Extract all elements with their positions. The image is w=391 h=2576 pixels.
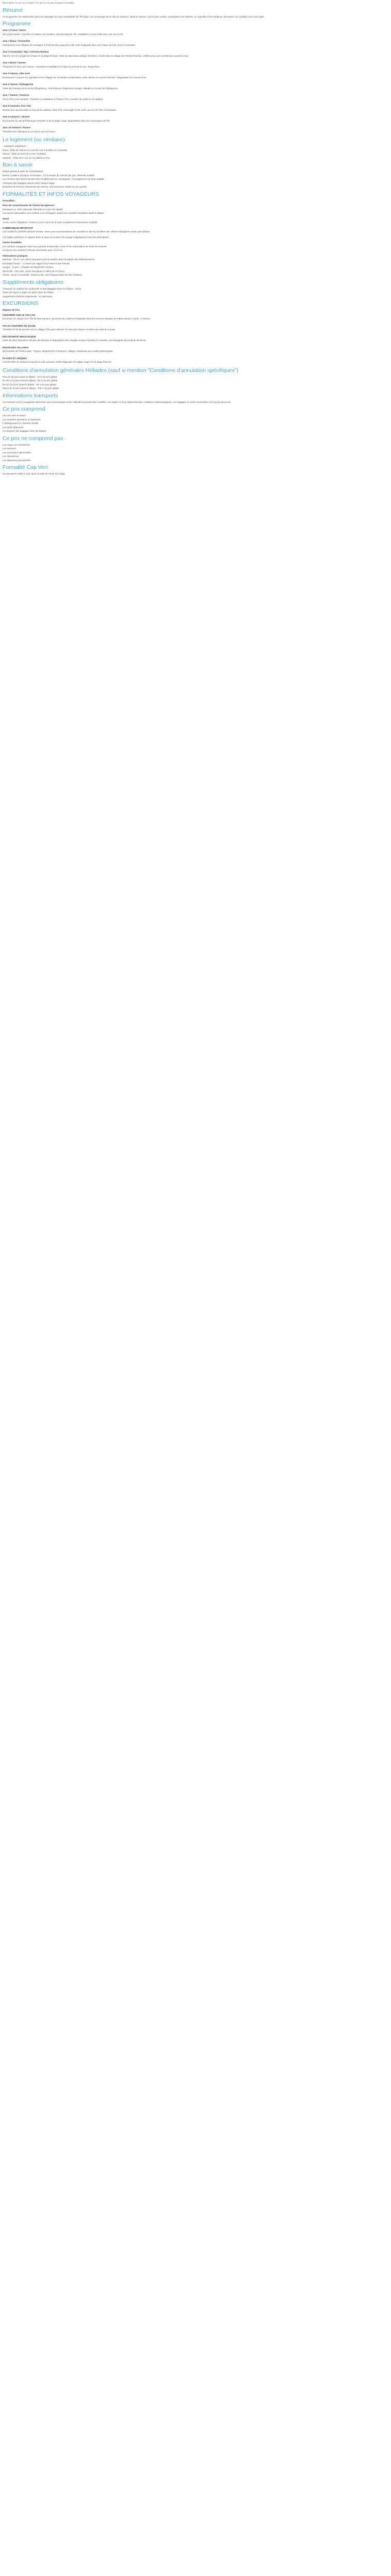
day-head: Jour 10 Santorin / France bbox=[3, 126, 31, 129]
excursion-item bbox=[3, 357, 383, 364]
tab-links[interactable]: Description Ce qui est compris? Ce qui ne est pas compris Formalités bbox=[3, 2, 75, 4]
pratiques-item: Décalage horaire : +1 heure par rapport à la France toute l'année. bbox=[3, 262, 71, 265]
excursions-section bbox=[3, 300, 383, 364]
day-head: Jour 6 Samos / Pythagorion bbox=[3, 83, 34, 86]
condition-item: De 20 à 8 jours avant le départ : 50 % du prix global. bbox=[3, 383, 57, 386]
day-7 bbox=[3, 93, 383, 101]
resume-title: Résumé bbox=[3, 7, 23, 13]
formalites-section bbox=[3, 191, 383, 277]
important-head: COMMUNIQUÉ IMPORTANT bbox=[3, 226, 34, 229]
pratiques-item: Électricité : 220 volts, prises identiques à celles de la France. bbox=[3, 269, 66, 273]
ne-comprend-item: Les boissons bbox=[3, 447, 17, 450]
day-9 bbox=[3, 115, 383, 123]
excursions-sub: Départs de Fira bbox=[3, 309, 20, 311]
pratiques-head: Informations pratiques bbox=[3, 254, 28, 257]
supplement-item: Taxes de séjour à régler sur place dans les hôtels. bbox=[3, 291, 55, 294]
condition-item: Plus de 30 jours avant le départ : 10 % du prix global. bbox=[3, 375, 58, 378]
logement-section bbox=[3, 137, 383, 160]
excursion-head: DÉCOUVERTE ŒNOLOGIQUE bbox=[3, 335, 36, 338]
day-text: Vol ou ferry vers Santorin. Transfert et installation à l'hôtel à Fira. Coucher de soleil sur la caldeira. bbox=[3, 97, 104, 100]
logement-item: Santorin : hôtel avec vue sur la caldeira à Fira bbox=[3, 156, 50, 159]
day-head: Jour 3 Armenistis / Nas / Christos Raches bbox=[3, 50, 49, 53]
logement-title: Le logement (ou similaire) bbox=[3, 137, 65, 143]
supplements-title: Suppléments obligatoires bbox=[3, 279, 63, 285]
ne-comprend-item: Les repas non mentionnés bbox=[3, 443, 30, 446]
ne-comprend-title: Ce prix ne comprend pas bbox=[3, 435, 63, 442]
day-head: Jour 7 Samos / Santorin bbox=[3, 94, 29, 96]
document-page bbox=[0, 0, 386, 482]
day-text: Visite de l'Heraion et du tunnel d'Eupalinos, chef-d'œuvre d'ingénierie antique. Balade sur le port de Pythagorion. bbox=[3, 87, 119, 90]
conditions-title: Conditions d'annulation générales Héliades (sauf si mention "Conditions d'annulation spécifiques") bbox=[3, 367, 238, 374]
supplement-item: Supplément chambre individuelle : sur demande. bbox=[3, 295, 53, 298]
day-8 bbox=[3, 104, 383, 112]
excursion-text: Transfert en fin de journée vers le village d'Oia pour admirer l'un des plus beaux couchers de soleil du monde. bbox=[3, 328, 116, 331]
excursion-item bbox=[3, 335, 383, 343]
comprend-item: Les vols aller et retour bbox=[3, 414, 26, 417]
day-head: Jour 9 Santorin / Akrotiri bbox=[3, 115, 30, 118]
bon-item: Emportez de bonnes chaussures de marche, une protection solaire et une gourde. bbox=[3, 185, 88, 188]
day-head: Jour 4 Ikaria / Samos bbox=[3, 61, 26, 64]
excursion-item bbox=[3, 313, 383, 321]
bon-section bbox=[3, 162, 383, 189]
excursion-text: Excursion en caïque vers l'îlot de Nea Kameni, ascension du cratère et baignade dans les sources chaudes de Palea Kameni. Durée : 6 heures. bbox=[3, 317, 151, 320]
comprend-item: L'hébergement en chambre double bbox=[3, 422, 39, 425]
excursion-text: Découverte de l'arrière-pays : Pyrgos, Megalochori et Emporio, villages médiévaux aux ruelles pittoresques. bbox=[3, 350, 113, 352]
day-1 bbox=[3, 28, 383, 36]
excursion-head: CROISIÈRE SUR LE VOLCAN bbox=[3, 313, 35, 316]
day-text: Randonnée à travers les vignobles et les villages de Vourliotes et Manolates, entre oliviers et sources fraîches. Dégustation du muscat local. bbox=[3, 76, 147, 79]
day-5 bbox=[3, 72, 383, 79]
excursion-head: OIA AU COUCHER DU SOLEIL bbox=[3, 324, 36, 327]
day-text: Vol jusqu'à Ikaria. Transfert en bateau vers Evdilos, port principal de l'île. Installation à votre hôtel avec vue sur la mer. bbox=[3, 32, 124, 36]
excursion-text: Journée libre en bateau le long de la côte sud avec arrêts baignade à la plage rouge et à la plage blanche. bbox=[3, 361, 112, 363]
programme-section bbox=[3, 21, 383, 133]
pratiques-item: Langue : le grec. L'anglais est largement compris. bbox=[3, 266, 54, 268]
supplement-item: Transport du matériel de randonnée et des bagages entre les étapes : inclus. bbox=[3, 287, 82, 290]
comprend-item: Les petits-déjeuners bbox=[3, 426, 24, 429]
day-head: Jour 1 France / Ikaria bbox=[3, 29, 26, 31]
formalite-visa-title: Formalité Cap Vert bbox=[3, 464, 48, 470]
pratiques-item: Climat : doux et ensoleillé, chaud en été, vent fréquent dans les îles (meltem). bbox=[3, 274, 83, 276]
sante-head: Santé bbox=[3, 217, 9, 220]
docs-head: Pour les ressortissants de l'Union Européenne : bbox=[3, 204, 56, 207]
excursion-head: PLAGES ET CRIQUES bbox=[3, 357, 27, 360]
autres-item: Les mineurs voyageant sans leurs parents doivent être munis d'une autorisation de sortie du territoire. bbox=[3, 245, 107, 248]
logement-intro: - Catégorie Supérieure : bbox=[3, 145, 28, 147]
autres-item: Le permis de conduire n'est pas nécessaire pour ce circuit. bbox=[3, 249, 63, 251]
conditions-section bbox=[3, 367, 383, 391]
condition-item: Moins de 8 jours avant le départ : 100 % du prix global. bbox=[3, 387, 59, 389]
bon-item: Départ garanti à partir de 2 participants. bbox=[3, 170, 44, 173]
comprend-section bbox=[3, 406, 383, 433]
excursion-head: ROUTE DES VILLAGES bbox=[3, 346, 29, 349]
comprend-item: Les transferts terrestres et maritimes bbox=[3, 418, 41, 421]
condition-item: De 30 à 21 jours avant le départ : 25 % du prix global. bbox=[3, 379, 58, 382]
sante-text: Aucun vaccin obligatoire. Pensez à vous munir de la carte européenne d'assurance maladie. bbox=[3, 221, 98, 224]
autres-head: Autres formalités bbox=[3, 241, 22, 244]
day-text: Transfert vers l'aéroport et vol retour vers la France. bbox=[3, 130, 56, 133]
resume-text: Un programme de randonnées dans les paysages les plus inoubliables de l'île Egée, sur la sauvage de la côte de Santorin, Ikaria et Samos. Circuit sans voiture, présentant trois rythmes, un vignoble et les traditions. Découvrez la Cyclades de la mer Egée. bbox=[3, 15, 265, 18]
day-10 bbox=[3, 126, 383, 133]
comprend-title: Ce prix comprend bbox=[3, 406, 45, 412]
day-head: Jour 8 Santorin, Fira / Oia bbox=[3, 105, 31, 107]
infos-section bbox=[3, 393, 383, 404]
day-2 bbox=[3, 39, 383, 47]
pratiques-item: Monnaie : l'euro. Les cartes bancaires sont acceptées dans la plupart des établissements. bbox=[3, 258, 95, 261]
excursions-title: EXCURSIONS bbox=[3, 300, 39, 307]
bon-item: Bonne condition physique nécessaire : 4 à 6 heures de marche par jour, dénivelé modéré. bbox=[3, 174, 95, 177]
covid-text: Les règles sanitaires en vigueur dans le pays au moment du voyage s'appliquent à tous les participants. bbox=[3, 235, 109, 239]
infos-text: Les horaires et les compagnies aériennes sont communiqués à titre indicatif et peuvent être modifiés. Les trajets en ferry dépendent des conditions météorologiques. Les bagages en soute sont limités à 20 kg par personne. bbox=[3, 400, 232, 403]
excursion-text: Visite de deux domaines viticoles de Santorin et dégustation des cépages locaux Assyrtiko et Vinsanto, accompagnée de produits du terroir. bbox=[3, 339, 146, 342]
logement-item: Samos : hôtel au bord de la mer à Kokkari bbox=[3, 152, 46, 155]
day-text: Découverte du site préhistorique d'Akrotiri et de la plage rouge. Dégustation des vins volcaniques de l'île. bbox=[3, 119, 111, 122]
day-3 bbox=[3, 50, 383, 58]
comprend-item: Le transport des bagages entre les étapes bbox=[3, 430, 46, 432]
programme-title: Programme bbox=[3, 21, 31, 27]
day-text: Randonnée entre villages de montagne et forêt de pins jusqu'à la côte nord. Baignade dans une crique secrète. Nuit à Armenistis. bbox=[3, 43, 136, 46]
formalites-title: FORMALITÉS ET INFOS VOYAGEURS bbox=[3, 191, 99, 197]
ne-comprend-item: Les dépenses personnelles bbox=[3, 459, 31, 462]
docs-item: Passeport ou carte nationale d'identité en cours de validité. bbox=[3, 208, 63, 211]
bon-title: Bon à savoir bbox=[3, 162, 33, 168]
day-head: Jour 2 Ikaria / Armenistis bbox=[3, 40, 30, 42]
resume-section bbox=[3, 7, 383, 19]
ne-comprend-item: Les excursions optionnelles bbox=[3, 451, 31, 454]
excursion-item bbox=[3, 346, 383, 353]
excursion-item bbox=[3, 324, 383, 332]
logement-item: Ikaria : hôtel de charme en bord de mer à Evdilos et Armenistis bbox=[3, 148, 68, 151]
formalite-visa-section bbox=[3, 464, 383, 476]
day-text: Marche vers les gorges de Chalari et la plage de Nas. Visite du sanctuaire antique d'Artémis. Soirée dans le village de Christos Raches, célèbre pour ses commerces ouverts la nuit. bbox=[3, 54, 189, 57]
formalites-label: Formalités : bbox=[3, 199, 16, 202]
day-4 bbox=[3, 61, 383, 69]
infos-title: Informations transports bbox=[3, 392, 58, 399]
ne-comprend-section bbox=[3, 435, 383, 463]
bon-item: Transport des bagages assuré entre chaque étape. bbox=[3, 181, 56, 184]
day-text: Randonnée spectaculaire le long de la caldeira, entre Fira, Imerovigli et Oia, avec vue sur les îlots volcaniques. bbox=[3, 108, 117, 111]
day-6 bbox=[3, 82, 383, 90]
important-text: Les conditions d'entrée peuvent évoluer. Nous vous recommandons de consulter le site du ministère des Affaires étrangères avant votre départ. bbox=[3, 230, 150, 233]
ne-comprend-item: Les assurances bbox=[3, 455, 19, 457]
docs-item: Les autres nationalités sont invitées à se renseigner auprès du consulat compétent avant le départ. bbox=[3, 212, 105, 214]
supplements-section bbox=[3, 279, 383, 299]
formalite-visa-text: Un passeport valide 6 mois après la date de retour est exigé. bbox=[3, 472, 66, 475]
day-text: Traversée en ferry vers Samos. Transfert et installation à l'hôtel au bord de la mer. Temps libre. bbox=[3, 65, 100, 68]
bon-item: Les horaires des ferries peuvent être modifiés par les compagnies ; le programme est alors adapté. bbox=[3, 178, 105, 180]
day-head: Jour 5 Samos, côte nord bbox=[3, 72, 30, 75]
